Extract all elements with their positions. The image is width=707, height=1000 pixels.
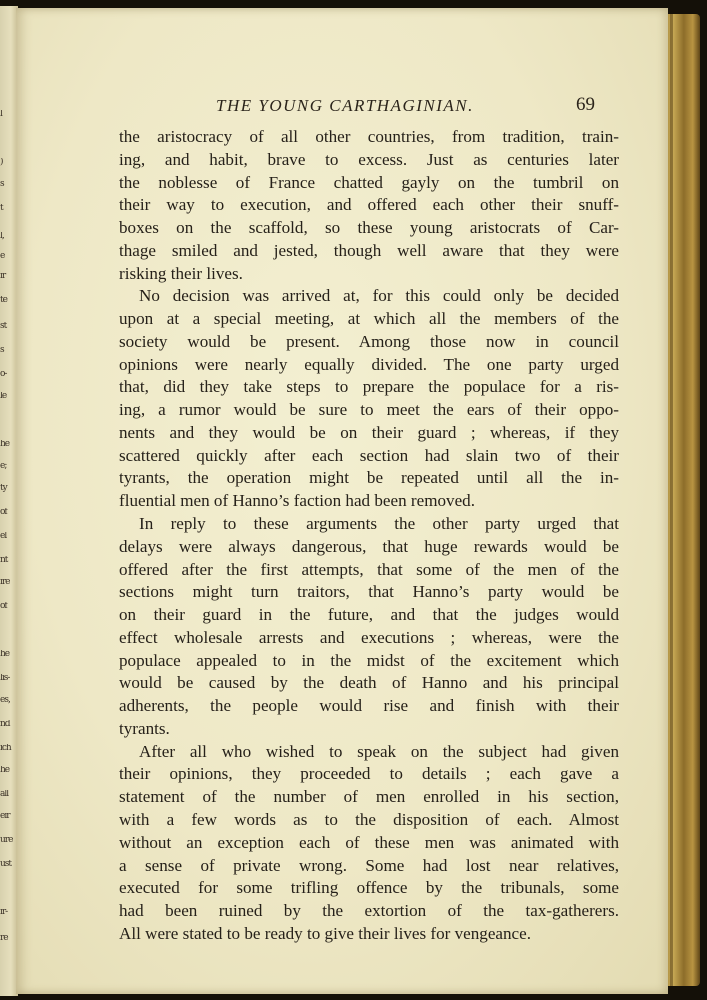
facing-page-fragment: ir- bbox=[0, 908, 8, 917]
text-line: No decision was arrived at, for this could only be decided bbox=[139, 286, 619, 306]
text-line: executed for some trifling offence by the tribunals, some bbox=[119, 878, 619, 898]
facing-page-fragment: ir bbox=[0, 272, 6, 281]
text-line: In reply to these arguments the other party urged that bbox=[139, 514, 619, 534]
facing-page-fragment: ) bbox=[0, 158, 3, 167]
facing-page-fragment: eir bbox=[0, 812, 10, 821]
text-line: on their guard in the future, and that the judges would bbox=[119, 605, 619, 625]
facing-page-fragment: lis- bbox=[0, 674, 10, 683]
facing-page-fragment: ty bbox=[0, 484, 7, 493]
text-line: thage smiled and jested, though well aware that they were bbox=[119, 240, 619, 260]
body-text bbox=[119, 126, 619, 946]
text-line: adherents, the people would rise and finish with their bbox=[119, 696, 619, 716]
text-line: scattered quickly after each section had slain two of their bbox=[119, 445, 619, 465]
text-line: nents and they would be on their guard ; whereas, if they bbox=[119, 422, 619, 442]
book-page-edges bbox=[664, 14, 700, 986]
text-line: had been ruined by the extortion of the tax-gatherers. bbox=[119, 901, 619, 921]
text-line: offered after the first attempts, that some of the men of the bbox=[119, 559, 619, 579]
facing-page-fragment: el bbox=[0, 532, 7, 541]
text-line: After all who wished to speak on the subject had given bbox=[139, 741, 619, 761]
text-line: society would be present. Among those now in council bbox=[119, 331, 619, 351]
text-line: ing, a rumor would be sure to meet the ears of their oppo- bbox=[119, 400, 619, 420]
text-line: would be caused by the death of Hanno and his principal bbox=[119, 673, 619, 693]
text-line: with a few words as to the disposition of each. Almost bbox=[119, 809, 619, 829]
facing-page-fragment: of bbox=[0, 602, 7, 611]
text-line: statement of the number of men enrolled in his section, bbox=[119, 787, 619, 807]
text-line: risking their lives. bbox=[119, 263, 243, 283]
facing-page-fragment: e bbox=[0, 252, 5, 261]
facing-page-fragment: all bbox=[0, 790, 9, 799]
text-line: the aristocracy of all other countries, from tradition, train- bbox=[119, 127, 619, 146]
facing-page-fragment: l, bbox=[0, 232, 4, 241]
text-line: opinions were nearly equally divided. The one party urged bbox=[119, 354, 619, 374]
text-line: delays were always dangerous, that huge rewards would be bbox=[119, 536, 619, 556]
text-line: without an exception each of these men was animated with bbox=[119, 832, 619, 852]
book-page bbox=[16, 8, 668, 994]
facing-page-fragment: l bbox=[0, 110, 2, 119]
text-line: All were stated to be ready to give their lives for vengeance. bbox=[119, 923, 531, 943]
text-line: boxes on the scaffold, so these young aristocrats of Car- bbox=[119, 218, 619, 238]
facing-page-fragment: t bbox=[0, 204, 3, 213]
text-line: a sense of private wrong. Some had lost near relatives, bbox=[119, 855, 619, 875]
facing-page-fragment: he bbox=[0, 440, 10, 449]
text-line: upon at a special meeting, at which all the members of the bbox=[119, 309, 619, 329]
text-line: the noblesse of France chatted gayly on the tumbril on bbox=[119, 172, 619, 192]
facing-page-fragment: nt bbox=[0, 556, 8, 565]
facing-page-fragment: s bbox=[0, 180, 4, 189]
facing-page-fragment: es, bbox=[0, 696, 10, 705]
facing-page-fragment: e; bbox=[0, 462, 7, 471]
text-line: sections might turn traitors, that Hanno’s party would be bbox=[119, 582, 619, 602]
text-line: their way to execution, and offered each other their snuff- bbox=[119, 195, 619, 215]
facing-page-fragment: he bbox=[0, 766, 10, 775]
text-line: effect wholesale arrests and executions ; whereas, were the bbox=[119, 627, 619, 647]
facing-page-fragment: le bbox=[0, 392, 7, 401]
facing-page-fragment: ure bbox=[0, 836, 13, 845]
facing-page-fragment: s bbox=[0, 346, 4, 355]
facing-page-fragment: te bbox=[0, 296, 7, 305]
text-line: their opinions, they proceeded to details ; each gave a bbox=[119, 764, 619, 784]
facing-page-fragment: nd bbox=[0, 720, 10, 729]
text-line: ing, and habit, brave to excess. Just as centuries later bbox=[119, 149, 619, 169]
facing-page-fragment: he bbox=[0, 650, 10, 659]
page-number: 69 bbox=[576, 94, 595, 115]
text-line: tyrants, the operation might be repeated until all the in- bbox=[119, 468, 619, 488]
text-line: fluential men of Hanno’s faction had been removed. bbox=[119, 491, 475, 511]
text-line: tyrants. bbox=[119, 718, 170, 738]
facing-page-fragment: ust bbox=[0, 860, 12, 869]
running-head: THE YOUNG CARTHAGINIAN. bbox=[216, 96, 474, 115]
facing-page-fragment: ich bbox=[0, 744, 11, 753]
facing-page-fragment: of bbox=[0, 508, 7, 517]
facing-page-fragment: st bbox=[0, 322, 7, 331]
text-line: that, did they take steps to prepare the populace for a ris- bbox=[119, 377, 619, 397]
text-line: populace appealed to in the midst of the excitement which bbox=[119, 650, 619, 670]
facing-page-fragment: re bbox=[0, 934, 8, 943]
facing-page-fragment: ire bbox=[0, 578, 10, 587]
facing-page-fragment: o- bbox=[0, 370, 7, 379]
